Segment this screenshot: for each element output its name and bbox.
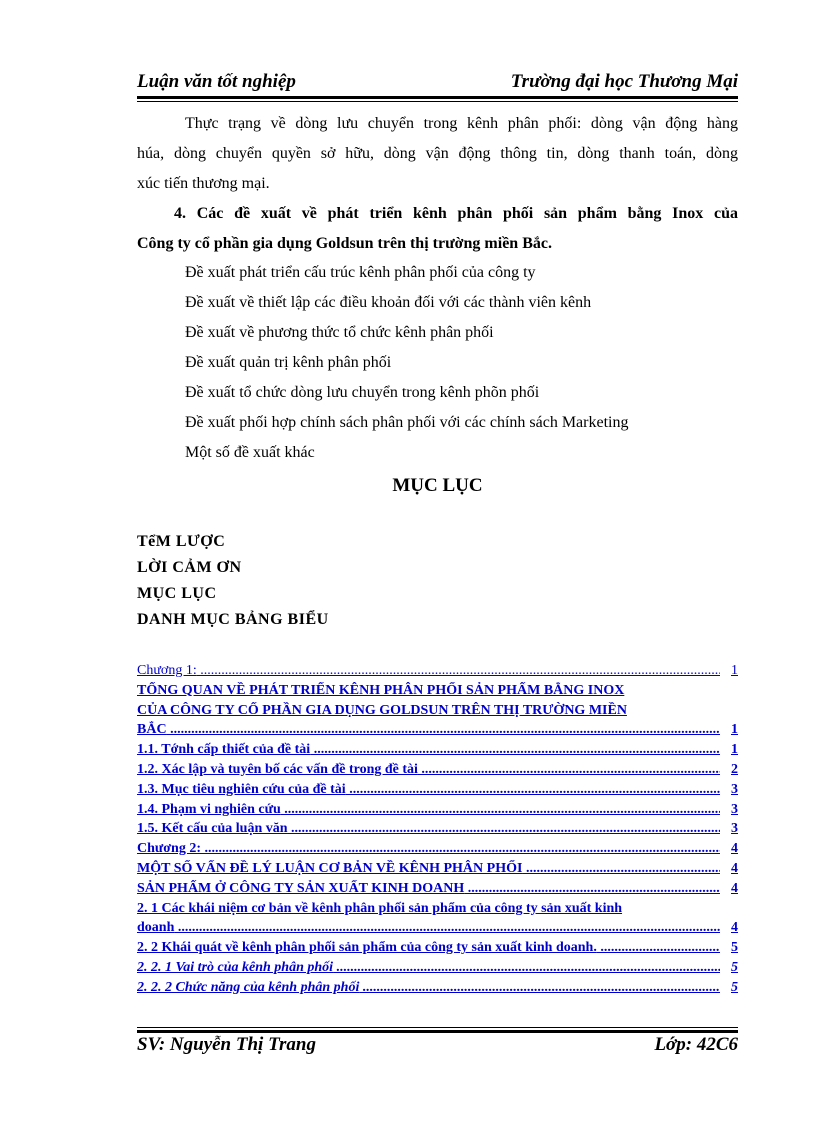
section-4-heading-line-1: 4. Các đề xuất về phát triển kênh phân phối sản phẩm bằng Inox của (174, 205, 738, 222)
proposal-item: Đề xuất phát triển cấu trúc kênh phân phối của công ty (185, 264, 536, 281)
toc-entry[interactable]: 1.5. Kết cấu của luận văn ..... 3 (137, 820, 738, 838)
footer-rule-thick (137, 1030, 738, 1033)
header-left: Luận văn tốt nghiệp (137, 71, 296, 92)
toc-entry[interactable]: SẢN PHẨM Ở CÔNG TY SẢN XUẤT KINH DOANH ..... 4 (137, 880, 738, 898)
footer-right: Lớp: 42C6 (654, 1034, 738, 1055)
front-matter-tables: DANH MỤC BẢNG BIỂU (137, 611, 329, 628)
toc-entry[interactable]: 2. 2. 2 Chức năng của kênh phân phối ..... 5 (137, 979, 738, 997)
toc-entry[interactable]: BẮC ..... 1 (137, 721, 738, 739)
toc-entry[interactable]: doanh ..... 4 (137, 919, 738, 937)
proposal-item: Một số đề xuất khác (185, 444, 315, 461)
header-rule-thin (137, 101, 738, 102)
toc-entry[interactable]: 1.2. Xác lập và tuyên bố các vấn đề trong đề tài ..... 2 (137, 761, 738, 779)
toc-entry[interactable]: 2. 1 Các khái niệm cơ bản về kênh phân phối sản phẩm của công ty sản xuất kinh (137, 900, 623, 916)
header-right: Trường đại học Thương Mại (510, 71, 738, 92)
toc-entry[interactable]: 1.1. Tớnh cấp thiết của đề tài ..... 1 (137, 741, 738, 759)
toc-entry[interactable]: 1.3. Mục tiêu nghiên cứu của đề tài ..... 3 (137, 781, 738, 799)
proposal-item: Đề xuất tổ chức dòng lưu chuyển trong kênh phõn phối (185, 384, 540, 401)
footer-left: SV: Nguyễn Thị Trang (137, 1034, 316, 1055)
toc-entry[interactable]: 2. 2. 1 Vai trò của kênh phân phối ..... 5 (137, 959, 738, 977)
toc-title: MỤC LỤC (392, 475, 483, 496)
proposal-item: Đề xuất quản trị kênh phân phối (185, 354, 392, 371)
toc-entry[interactable]: 1.4. Phạm vi nghiên cứu ..... 3 (137, 801, 738, 819)
toc-entry[interactable]: 2. 2 Khái quát về kênh phân phối sản phẩm của công ty sản xuất kinh doanh. ..... 5 (137, 939, 738, 957)
front-matter-toc: MỤC LỤC (137, 585, 217, 602)
section-4-heading-line-2: Công ty cổ phần gia dụng Goldsun trên thị trường miền Bắc. (137, 235, 552, 252)
proposal-item: Đề xuất về phương thức tổ chức kênh phân phối (185, 324, 494, 341)
front-matter-summary: TểM LƯỢC (137, 533, 226, 550)
toc-entry-chapter-2[interactable]: Chương 2: ..... 4 (137, 840, 738, 858)
footer-rule-thin (137, 1027, 738, 1028)
header-rule-thick (137, 96, 738, 99)
proposal-item: Đề xuất về thiết lập các điều khoản đối với các thành viên kênh (185, 294, 592, 311)
intro-line-3: xúc tiến thương mại. (137, 175, 270, 192)
toc-entry-chapter-1[interactable]: Chương 1: ..... 1 (137, 662, 738, 680)
toc-entry[interactable]: TỔNG QUAN VỀ PHÁT TRIỂN KÊNH PHÂN PHỐI SẢN PHẨM BẰNG INOX (137, 682, 625, 698)
toc-entry[interactable]: MỘT SỐ VẤN ĐỀ LÝ LUẬN CƠ BẢN VỀ KÊNH PHÂN PHỐI ..... 4 (137, 860, 738, 878)
intro-line-1: Thực trạng về dòng lưu chuyển trong kênh phân phối: dòng vận động hàng (185, 115, 738, 132)
table-of-contents (137, 662, 738, 999)
front-matter-acknowledgement: LỜI CẢM ƠN (137, 559, 242, 576)
proposal-item: Đề xuất phối hợp chính sách phân phối với các chính sách Marketing (185, 414, 629, 431)
intro-line-2: húa, dòng chuyển quyền sở hữu, dòng vận động thông tin, dòng thanh toán, dòng (137, 145, 738, 162)
toc-entry[interactable]: CỦA CÔNG TY CỔ PHẦN GIA DỤNG GOLDSUN TRÊN THỊ TRƯỜNG MIỀN (137, 702, 627, 718)
